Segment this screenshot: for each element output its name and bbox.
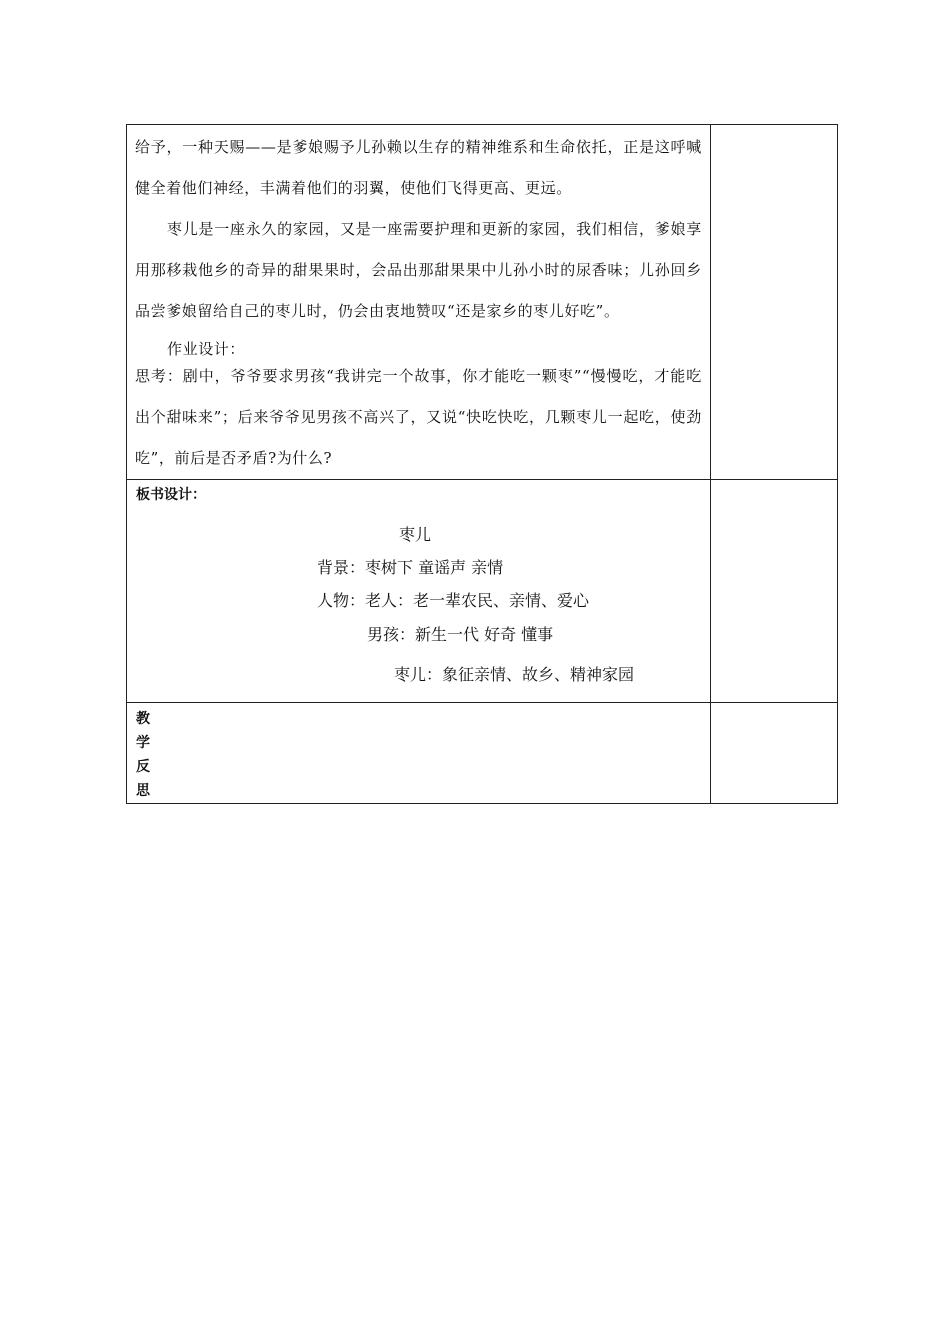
board-line-background: 背景：枣树下 童谣声 亲情	[317, 558, 504, 577]
reflection-char: 反	[136, 759, 150, 775]
side-cell-1	[710, 125, 837, 480]
paragraph-1: 给予，一种天赐——是爹娘赐予儿孙赖以生存的精神维系和生命依托，正是这呼喊健全着他们神经，丰满着他们的羽翼，使他们飞得更高、更远。	[135, 138, 702, 197]
reflection-char: 思	[136, 783, 150, 799]
content-cell	[127, 125, 711, 480]
content-text	[127, 125, 710, 479]
content-row	[127, 125, 838, 480]
board-line-characters: 人物：老人：老一辈农民、亲情、爱心	[317, 591, 590, 610]
reflection-row	[127, 703, 838, 804]
reflection-cell	[127, 703, 711, 804]
board-design-title: 板书设计：	[136, 487, 206, 503]
side-cell-3	[710, 703, 837, 804]
reflection-char: 教	[136, 711, 150, 727]
board-line-title: 枣儿	[399, 525, 432, 544]
reflection-char: 学	[136, 735, 150, 751]
board-line-boy: 男孩：新生一代 好奇 懂事	[367, 625, 554, 644]
board-row	[127, 480, 838, 703]
paragraph-2: 枣儿是一座永久的家园，又是一座需要护理和更新的家园，我们相信，爹娘享用那移栽他乡的奇异的甜果果时，会品出那甜果果中儿孙小时的尿香味；儿孙回乡品尝爹娘留给自己的枣儿时，仍会由衷地赞叹“还是家乡的枣儿好吃”。	[135, 220, 702, 320]
reflection-label	[127, 703, 156, 803]
board-line-symbol: 枣儿：象征亲情、故乡、精神家园	[394, 665, 635, 684]
homework-body: 思考：剧中，爷爷要求男孩“我讲完一个故事，你才能吃一颗枣”“慢慢吃，才能吃出个甜味来”；后来爷爷见男孩不高兴了，又说“快吃快吃，几颗枣儿一起吃，使劲吃”，前后是否矛盾?为什么?	[135, 367, 702, 467]
homework-title: 作业设计：	[167, 340, 246, 358]
lesson-plan-table	[126, 124, 838, 804]
side-cell-2	[710, 480, 837, 703]
board-design-cell	[127, 480, 711, 703]
